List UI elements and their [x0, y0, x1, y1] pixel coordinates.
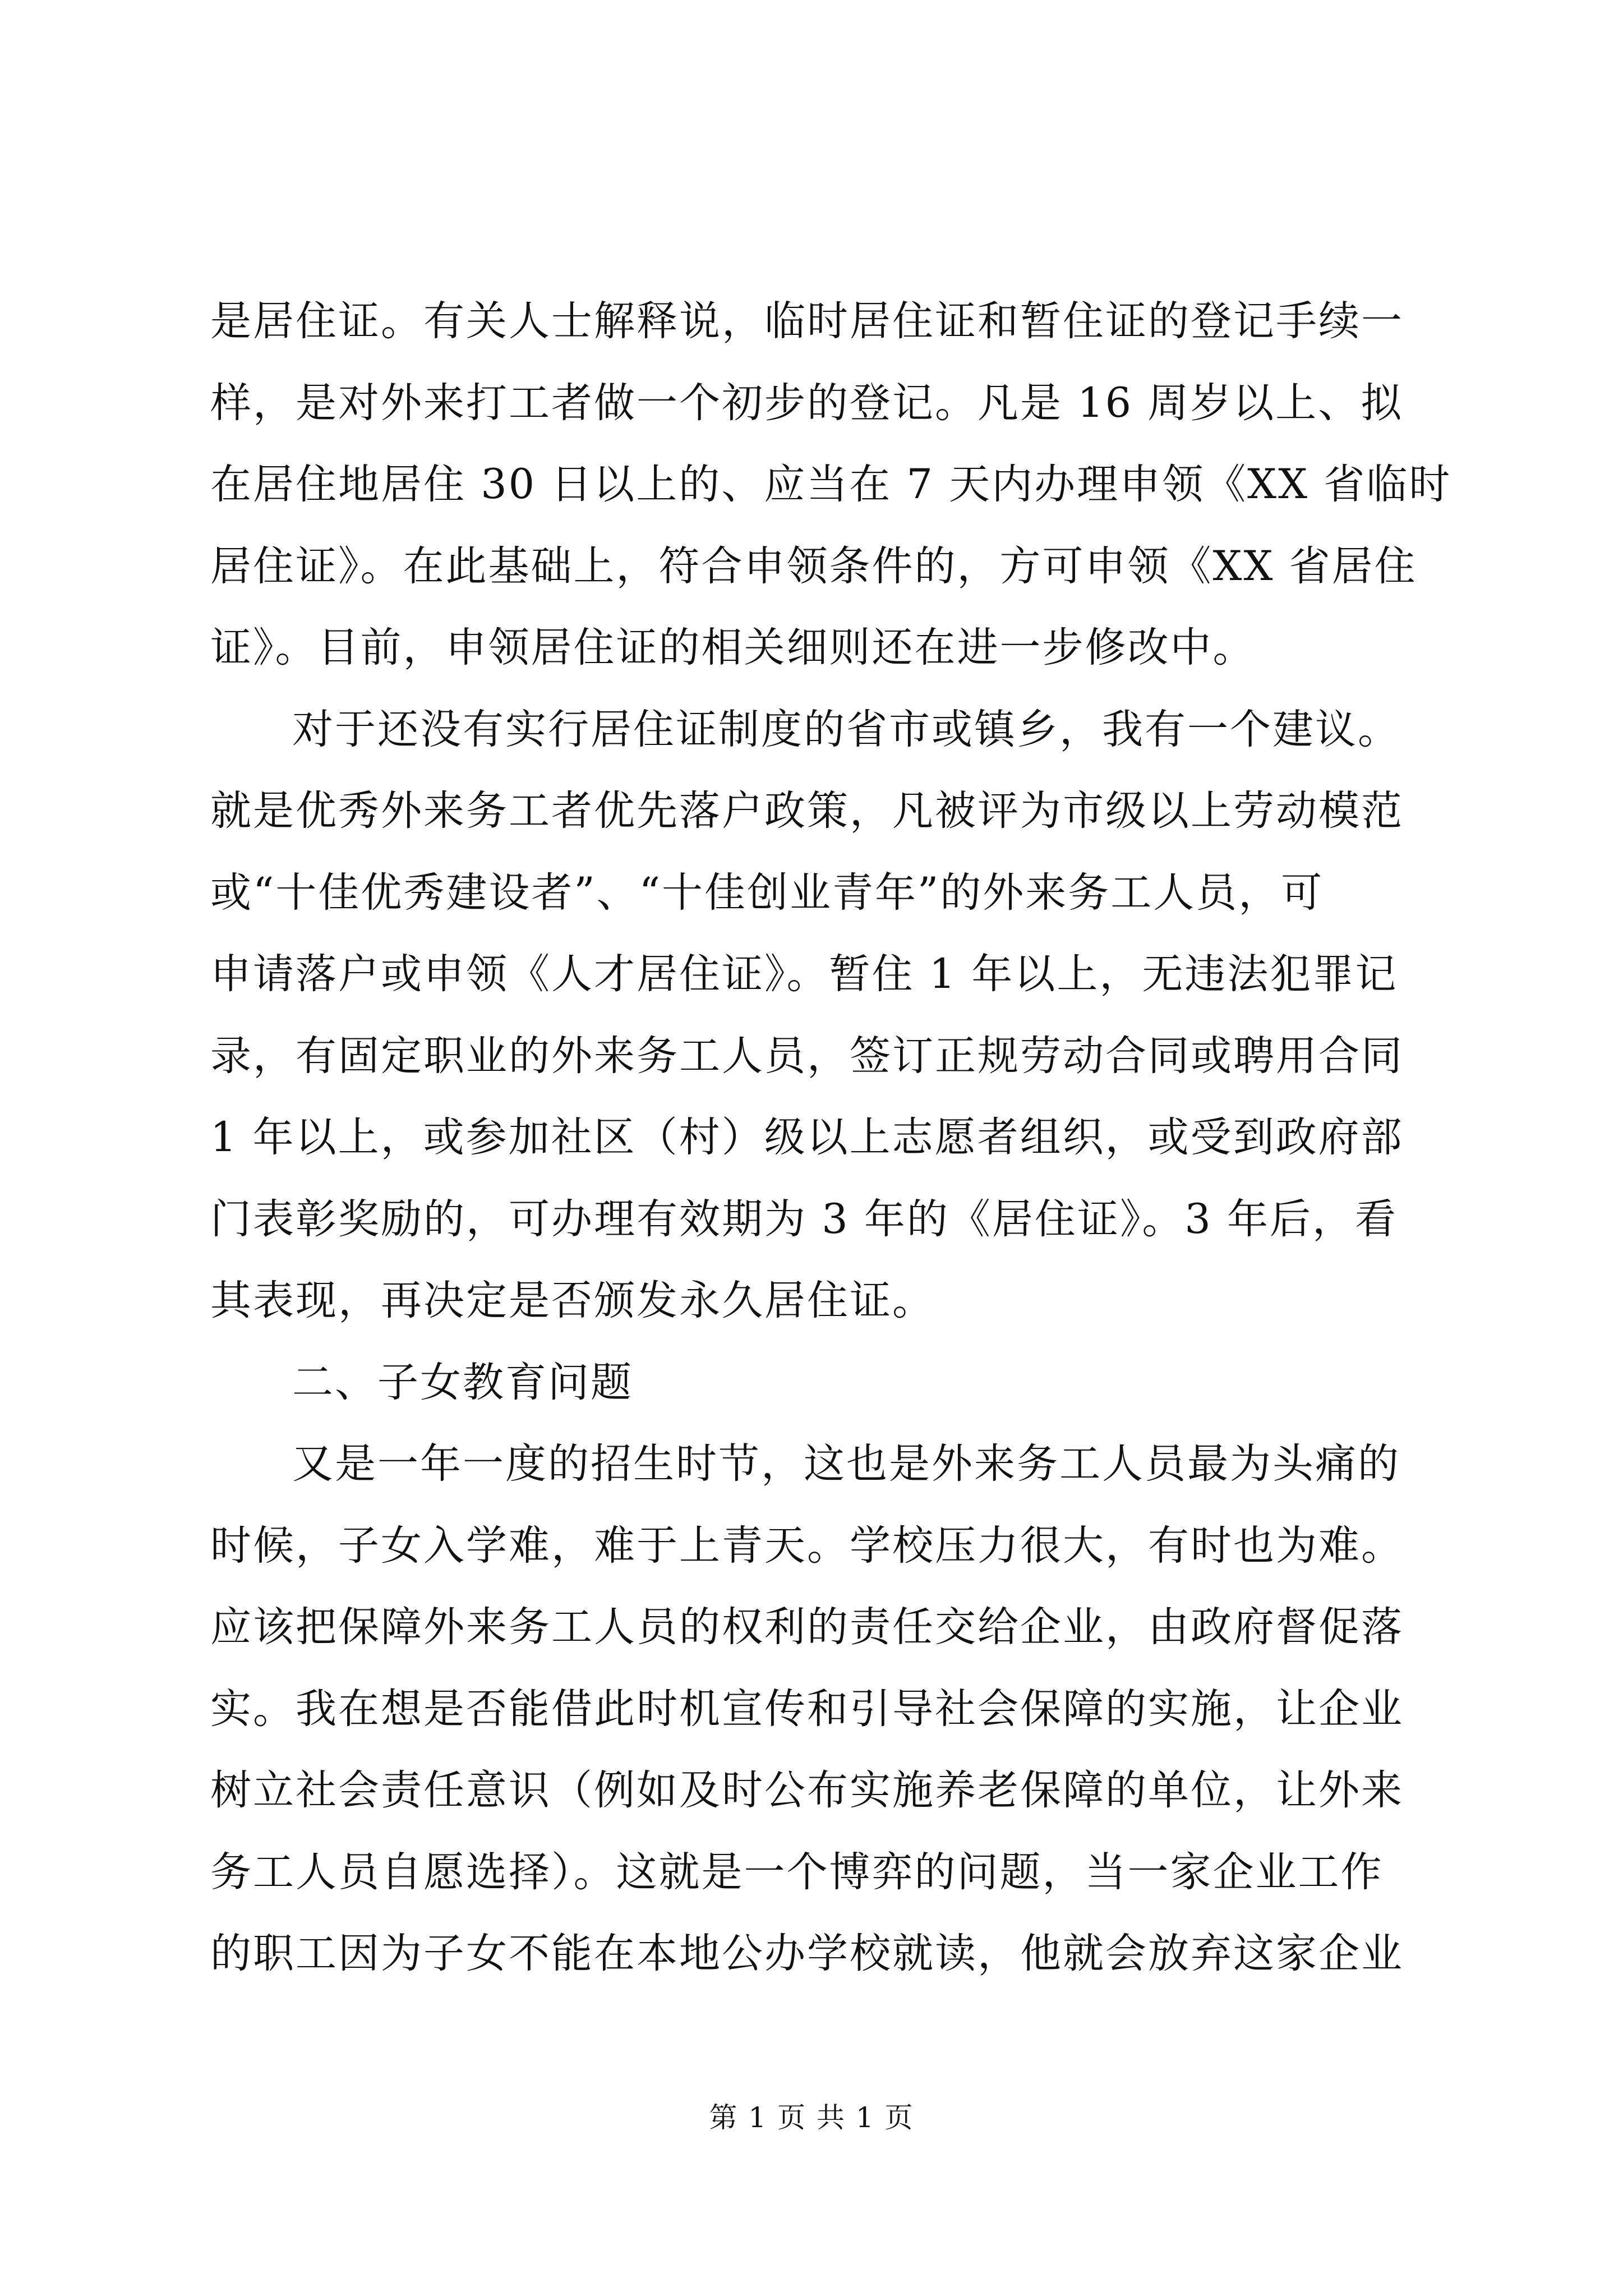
- document-body: [210, 280, 1452, 1995]
- text-line: 录，有固定职业的外来务工人员，签订正规劳动合同或聘用合同: [210, 1032, 1404, 1080]
- text-line: 实。我在想是否能借此时机宣传和引导社会保障的实施，让企业: [210, 1685, 1404, 1733]
- text-line: 务工人员自愿选择）。这就是一个博弈的问题，当一家企业工作: [210, 1848, 1384, 1896]
- page-number-label: 第 1 页 共 1 页: [709, 2101, 914, 2134]
- text-line: 居住证》。在此基础上，符合申领条件的，方可申领《XX 省居住: [210, 542, 1417, 590]
- text-line: 时候，子女入学难，难于上青天。学校压力很大，有时也为难。: [210, 1521, 1404, 1570]
- text-line: 的职工因为子女不能在本地公办学校就读，他就会放弃这家企业: [210, 1930, 1404, 1977]
- section-heading: 二、子女教育问题: [292, 1358, 633, 1406]
- text-line: 证》。目前，申领居住证的相关细则还在进一步修改中。: [210, 624, 1256, 671]
- paragraph-first-line: 又是一年一度的招生时节，这也是外来务工人员最为头痛的: [292, 1440, 1400, 1488]
- text-line: 就是优秀外来务工者优先落户政策，凡被评为市级以上劳动模范: [210, 787, 1404, 835]
- text-line: 其表现，再决定是否颁发永久居住证。: [210, 1277, 935, 1324]
- text-line: 申请落户或申领《人才居住证》。暂住 1 年以上，无违法犯罪记: [210, 950, 1398, 998]
- text-line: 树立社会责任意识（例如及时公布实施养老保障的单位，让外来: [210, 1766, 1404, 1814]
- text-line: 在居住地居住 30 日以上的、应当在 7 天内办理申领《XX 省临时: [210, 461, 1452, 508]
- text-line: 应该把保障外来务工人员的权利的责任交给企业，由政府督促落: [210, 1603, 1404, 1651]
- text-line: 门表彰奖励的，可办理有效期为 3 年的《居住证》。3 年后，看: [210, 1195, 1398, 1243]
- paragraph-first-line: 对于还没有实行居住证制度的省市或镇乡，我有一个建议。: [292, 705, 1400, 753]
- page-footer: [0, 2098, 1623, 2137]
- text-line: 是居住证。有关人士解释说，临时居住证和暂住证的登记手续一: [210, 297, 1404, 345]
- text-line: 或“十佳优秀建设者”、“十佳创业青年”的外来务工人员，可: [210, 868, 1324, 917]
- text-line: 1 年以上，或参加社区（村）级以上志愿者组织，或受到政府部: [210, 1114, 1404, 1161]
- text-line: 样，是对外来打工者做一个初步的登记。凡是 16 周岁以上、拟: [210, 379, 1404, 427]
